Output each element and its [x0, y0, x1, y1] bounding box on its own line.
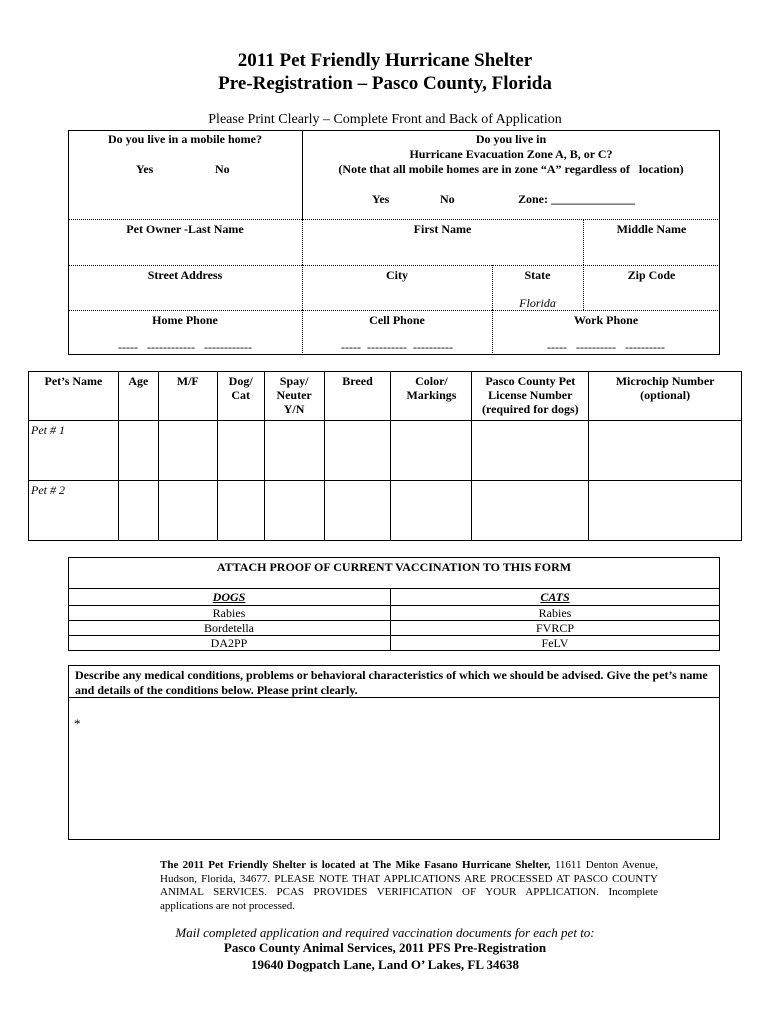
pet-2-license-cell[interactable]: [472, 481, 589, 541]
pet-2-label: Pet # 2: [29, 481, 119, 541]
middle-name-label: Middle Name: [616, 222, 687, 236]
zone-question-note: (Note that all mobile homes are in zone “A” regardless of location): [338, 162, 684, 176]
dogs-label: DOGS: [212, 590, 246, 604]
header-sex: M/F: [158, 372, 217, 421]
pet-1-spay-cell[interactable]: [264, 421, 324, 481]
zone-question-line1: Do you live in: [475, 132, 547, 146]
mailing-recipient: Pasco County Animal Services, 2011 PFS Pre-Registration: [223, 940, 547, 955]
header-microchip: Microchip Number (optional): [589, 372, 742, 421]
cats-label: CATS: [540, 590, 570, 604]
work-phone-label: Work Phone: [573, 313, 639, 327]
pet-1-label: Pet # 1: [29, 421, 119, 481]
pet-2-sex-cell[interactable]: [158, 481, 217, 541]
mobile-home-no[interactable]: No: [215, 162, 230, 176]
table-row: [29, 421, 742, 481]
header-dog-cat: Dog/ Cat: [217, 372, 264, 421]
header-license-number: Pasco County Pet License Number (required for dogs): [472, 372, 589, 421]
header-age: Age: [118, 372, 158, 421]
pet-1-sex-cell[interactable]: [158, 421, 217, 481]
form-title-line2: Pre-Registration – Pasco County, Florida: [218, 73, 552, 94]
mailing-address: 19640 Dogpatch Lane, Land O’ Lakes, FL 34638: [250, 957, 520, 972]
cell-phone-field[interactable]: ----- ---------- ----------: [341, 340, 453, 354]
pet-1-color-cell[interactable]: [391, 421, 472, 481]
mobile-home-question: Do you live in a mobile home?: [107, 132, 262, 146]
cat-vaccine-felv: FeLV: [541, 636, 569, 650]
street-address-label: Street Address: [147, 268, 223, 282]
home-phone-field[interactable]: ----- ------------ ------------: [118, 340, 252, 354]
work-phone-field[interactable]: ----- ---------- ----------: [547, 340, 665, 354]
medical-bullet[interactable]: *: [74, 716, 81, 731]
zone-no[interactable]: No: [440, 192, 455, 206]
table-row: [29, 481, 742, 541]
pet-1-dog-cat-cell[interactable]: [217, 421, 264, 481]
pet-1-license-cell[interactable]: [472, 421, 589, 481]
pet-2-dog-cat-cell[interactable]: [217, 481, 264, 541]
pet-2-spay-cell[interactable]: [264, 481, 324, 541]
zone-field[interactable]: Zone: ______________: [518, 192, 635, 206]
zone-yes[interactable]: Yes: [372, 192, 390, 206]
first-name-label: First Name: [413, 222, 472, 236]
header-spay-neuter: Spay/ Neuter Y/N: [264, 372, 324, 421]
shelter-notice-details: 11611 Denton Avenue, Hudson, Florida, 34677. PLEASE NOTE THAT APPLICATIONS ARE PROCESSED AT PASCO COUNTY ANIMAL SERVICES. PCAS PROVIDES VERIFICATION OF YOUR APPLICATION. Incomplete applications are not processed.: [160, 859, 658, 912]
header-color-markings: Color/ Markings: [391, 372, 472, 421]
city-label: City: [386, 268, 408, 282]
dog-vaccine-bordetella: Bordetella: [204, 621, 254, 635]
pet-1-breed-cell[interactable]: [324, 421, 391, 481]
state-value: Florida: [519, 296, 556, 310]
shelter-notice: [160, 859, 658, 913]
medical-prompt: Describe any medical conditions, problems or behavioral characteristics of which we should be advised. Give the pet’s name and details of the conditions below. Please print clearly.: [75, 668, 708, 697]
state-label: State: [524, 268, 551, 282]
mailing-instruction: Mail completed application and required vaccination documents for each pet to:: [175, 925, 595, 940]
pet-2-age-cell[interactable]: [118, 481, 158, 541]
pet-2-microchip-cell[interactable]: [589, 481, 742, 541]
pet-2-color-cell[interactable]: [391, 481, 472, 541]
last-name-label: Pet Owner -Last Name: [126, 222, 244, 236]
dog-vaccine-da2pp: DA2PP: [210, 636, 248, 650]
pet-table-header: [29, 372, 742, 421]
cat-vaccine-rabies: Rabies: [538, 606, 572, 620]
home-phone-label: Home Phone: [152, 313, 218, 327]
form-title-line1: 2011 Pet Friendly Hurricane Shelter: [237, 50, 533, 71]
pet-1-microchip-cell[interactable]: [589, 421, 742, 481]
vaccination-heading: ATTACH PROOF OF CURRENT VACCINATION TO THIS FORM: [216, 560, 572, 574]
shelter-notice-location: The 2011 Pet Friendly Shelter is located at The Mike Fasano Hurricane Shelter,: [160, 859, 551, 871]
header-breed: Breed: [324, 372, 391, 421]
header-pets-name: Pet’s Name: [29, 372, 119, 421]
instructions: Please Print Clearly – Complete Front and Back of Application: [208, 112, 562, 127]
pet-table: [28, 371, 742, 541]
mobile-home-yes[interactable]: Yes: [136, 162, 154, 176]
cell-phone-label: Cell Phone: [369, 313, 425, 327]
cat-vaccine-fvrcp: FVRCP: [535, 621, 575, 635]
pet-1-age-cell[interactable]: [118, 421, 158, 481]
zip-code-label: Zip Code: [627, 268, 676, 282]
zone-question-line2: Hurricane Evacuation Zone A, B, or C?: [409, 147, 613, 161]
dog-vaccine-rabies: Rabies: [212, 606, 246, 620]
pet-2-breed-cell[interactable]: [324, 481, 391, 541]
